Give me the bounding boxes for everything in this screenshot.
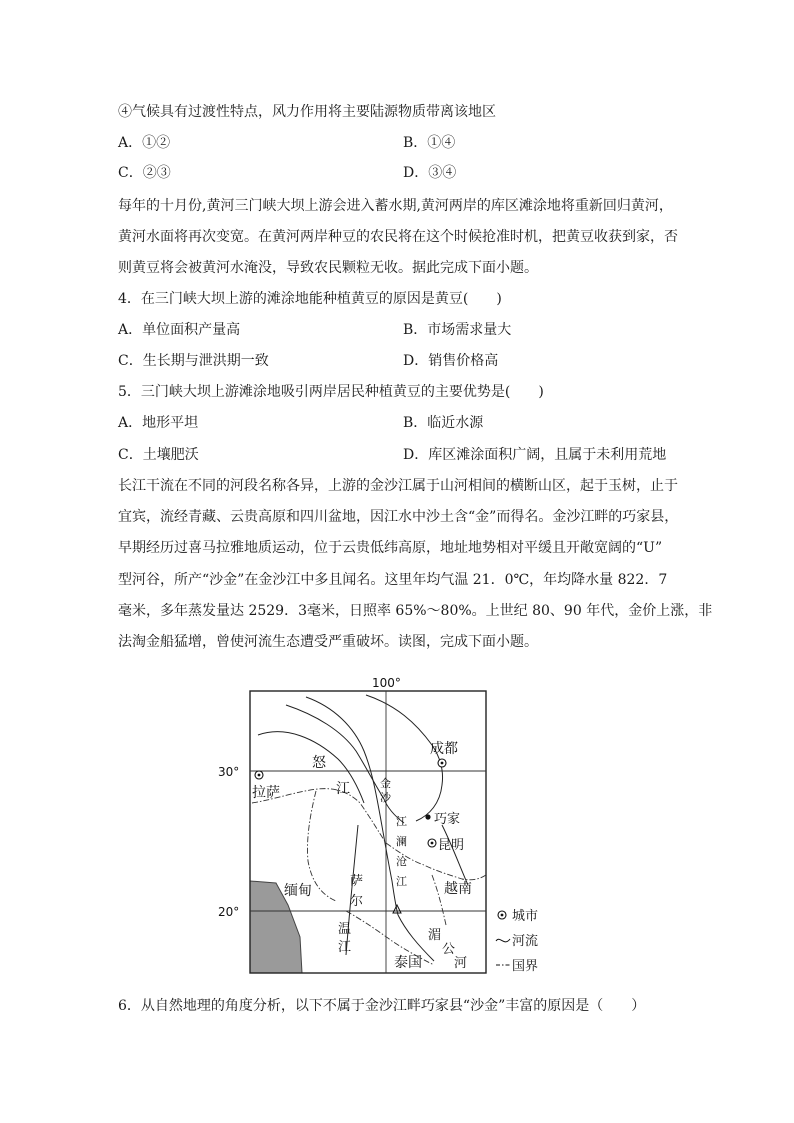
nu-char-2: 江: [336, 781, 350, 797]
lancang-char-4: 江: [396, 875, 407, 888]
lon-100-label: 100°: [372, 676, 401, 690]
salween-char-2: 尔: [350, 894, 364, 909]
question-5-stem: 5．三门峡大坝上游滩涂地吸引两岸居民种植黄豆的主要优势是( ): [118, 384, 544, 400]
option-a: A．①②: [118, 135, 171, 151]
mekong-char-1: 湄: [428, 928, 442, 943]
salween-char-4: 江: [338, 940, 352, 955]
option-d: D．③④: [403, 165, 457, 181]
q4-option-c: C．生长期与泄洪期一致: [118, 353, 269, 369]
latitude-labels: [216, 760, 256, 924]
lancang-char-3: 沧: [396, 855, 407, 868]
q5-option-b: B．临近水源: [403, 415, 484, 431]
legend-border-label: 国界: [512, 959, 539, 974]
kunming-label: 昆明: [438, 838, 465, 853]
map-legend: [494, 905, 564, 979]
salween-char-3: 温: [338, 922, 352, 937]
legend-river-label: 河流: [512, 934, 539, 949]
question-4-stem: 4．在三门峡大坝上游的滩涂地能种植黄豆的原因是黄豆( ): [118, 291, 502, 307]
lancang-char-2: 澜: [396, 835, 407, 848]
nu-char-1: 怒: [312, 755, 326, 771]
option-b: B．①④: [403, 135, 456, 151]
jinsha-char-1: 金: [380, 777, 391, 790]
lhasa-label: 拉萨: [252, 785, 280, 801]
jinsha-char-2: 沙: [380, 791, 391, 804]
question-6-stem: 6．从自然地理的角度分析，以下不属于金沙江畔巧家县“沙金”丰富的原因是（ ）: [118, 998, 646, 1014]
qiaojia-icon: [425, 814, 430, 819]
mekong-char-3: 河: [454, 956, 468, 971]
q4-option-a: A．单位面积产量高: [118, 322, 241, 338]
salween-char-1: 萨: [350, 874, 364, 889]
lat-20-label: 20°: [218, 905, 240, 919]
lat-30-label: 30°: [218, 765, 240, 779]
option-c: C．②③: [118, 165, 171, 181]
vietnam-label: 越南: [444, 881, 472, 897]
q5-option-c: C．土壤肥沃: [118, 447, 199, 463]
q5-option-d: D．库区滩涂面积广阔，且属于未利用荒地: [403, 447, 667, 463]
mekong-char-2: 公: [442, 942, 456, 957]
myanmar-label: 缅甸: [284, 883, 312, 899]
q5-option-a: A．地形平坦: [118, 415, 199, 431]
thailand-label: 泰国: [394, 955, 422, 971]
prev-question-option-4: ④气候具有过渡性特点，风力作用将主要陆源物质带离该地区: [118, 104, 496, 120]
lancang-char-1: 江: [396, 815, 407, 828]
q4-option-b: B．市场需求量大: [403, 322, 512, 338]
chengdu-label: 成都: [430, 741, 458, 757]
legend-river-icon: [496, 939, 510, 942]
qiaojia-label: 巧家: [434, 812, 461, 827]
q4-option-d: D．销售价格高: [403, 353, 499, 369]
legend-city-label: 城市: [512, 909, 539, 924]
